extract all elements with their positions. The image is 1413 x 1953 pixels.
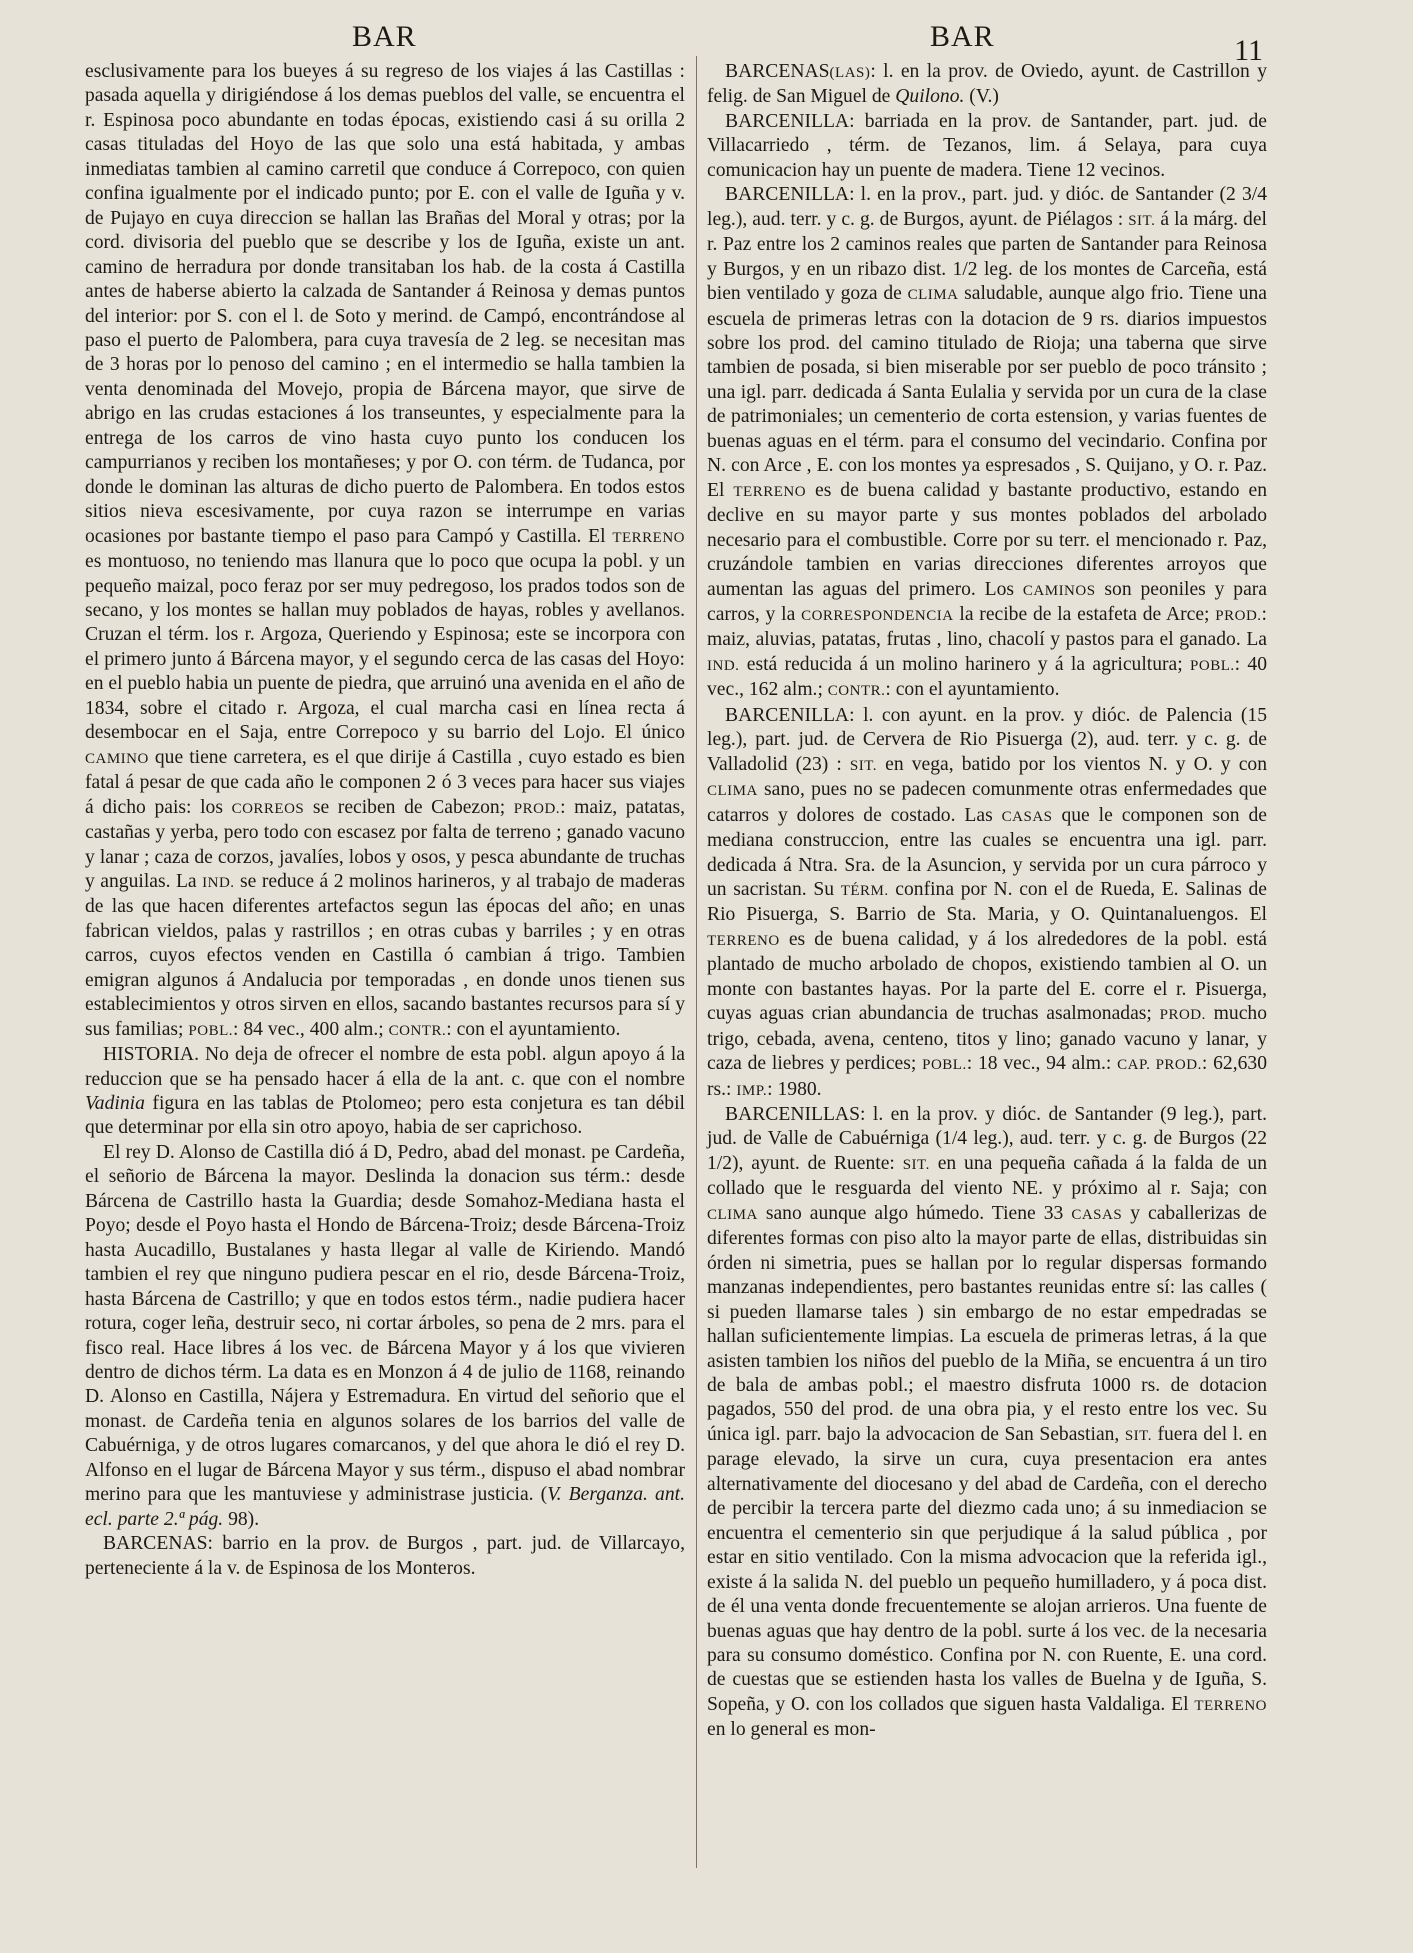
running-head-right: BAR	[930, 20, 995, 53]
column-divider	[696, 56, 697, 1868]
left-column	[85, 60, 685, 1581]
paragraph-historia: HISTORIA. No deja de ofrecer el nombre de esta pobl. algun apoyo á la reduccion que se ha pensado hacer á ella de la ant. c. que con el nombre Vadinia figura en las tablas de Ptolomeo; pero esta conjetura es tan débil que determinar por ella sin otro apoyo, habia de ser caprichoso.	[85, 1044, 685, 1139]
keyword-camino: CAMINO	[85, 750, 149, 767]
entry-barcenilla-palencia: BARCENILLA: l. con ayunt. en la prov. y dióc. de Palencia (15 leg.), part. jud. de Cervera de Rio Pisuerga (2), aud. terr. y c. g. de Valladolid (23) : SIT. en vega, batido por los vientos N. y O. y con CLIMA sano, pues no se padecen comunmente otras enfermedades que catarros y dolores de costado. Las CASAS que le componen son de mediana construccion, entre las cuales se encuentra una igl. parr. dedicada á Ntra. Sra. de la Asuncion, y servida por un cura párroco y un sacristan. Su TÉRM. confina por N. con el de Rueda, E. Salinas de Rio Pisuerga, S. Barrio de Sta. Maria, y O. Quintanaluengos. El TERRENO es de buena calidad, y á los alrededores de la pobl. está plantado de mucho arbolado de chopos, existiendo tambien al O. un monte con bastantes hayas. Por la parte del E. corre el r. Pisuerga, cuyas aguas crian abundancia de truchas asalmonadas; PROD. mucho trigo, cebada, avena, centeno, titos y lino; ganado vacuno y lanar, y caza de liebres y perdices; POBL.: 18 vec., 94 alm.: CAP. PROD.: 62,630 rs.: IMP.: 1980.	[707, 704, 1267, 1100]
entry-barcenilla-barriada: BARCENILLA: barriada en la prov. de Santander, part. jud. de Villacarriedo , térm. de Tezanos, lim. á Selaya, para cuya comunicacion hay un puente de madera. Tiene 12 vecinos.	[707, 110, 1267, 181]
keyword-correos: CORREOS	[231, 800, 305, 817]
paragraph-continuation: esclusivamente para los bueyes á su regreso de los viajes á las Castillas : pasada aquella y dirigiéndose á los demas pueblos del valle, se encuentra el r. Espinosa poco abundante en todas épocas, existiendo casi á su orilla 2 casas tituladas del Hoyo de las que solo una está habitada, y ambas inmediatas tambien al camino carretil que conduce á Correpoco, con quien confina igualmente por el indicado punto; por E. con el valle de Iguña y v. de Pujayo en cuya direccion se hallan las Brañas del Moral y otras; por la cord. divisoria del pueblo que se describe y los de Iguña, existe un ant. camino de herradura por donde transitaban los hab. de la costa á Castilla antes de haberse abierto la calzada de Santander á Reinosa y demas puntos del interior: por S. con el l. de Soto y merind. de Campó, encontrándose al paso el puerto de Palombera, para cuya travesía de 2 leg. se necesitan mas de 3 horas por lo penoso del camino ; en el intermedio se halla tambien la venta denominada del Movejo, propia de Bárcena mayor, que sirve de abrigo en las crudas estaciones á los transeuntes, y especialmente para la entrega de los carros de vino hasta cuyo punto los conducen los campurrianos y reciben los montañeses; y por O. con térm. de Tudanca, por donde le dominan las alturas de dicho puerto de Palombera. En todos estos sitios nieva escesivamente, por cuya razon se interrumpe en varias ocasiones por bastante tiempo el paso para Campó y Castilla. El TERRENO es montuoso, no teniendo mas llanura que lo poco que ocupa la pobl. y un pequeño maizal, poco feraz por ser muy pedregoso, los prados todos son de secano, y los montes se hallan muy poblados de hayas, robles y avellanos. Cruzan el térm. los r. Argoza, Queriendo y Espinosa; este se incorpora con el primero junto á Bárcena mayor, y el segundo cerca de las casas del Hoyo: en el pueblo habia un puente de piedra, que arruinó una avenida en el año de 1834, sobre el citado r. Argoza, el cual marcha casi en línea recta á desembocar en el Saja, entre Correpoco y su barrio del Lojo. El único CAMINO que tiene carretera, es el que dirije á Castilla , cuyo estado es bien fatal á pesar de que cada año le componen 2 ó 3 veces para hacer sus viajes á dicho pais: los CORREOS se reciben de Cabezon; PROD.: maiz, patatas, castañas y yerba, pero todo con escasez por falta de terreno ; ganado vacuno y lanar ; caza de corzos, javalíes, lobos y osos, y pesca abundante de truchas y anguilas. La IND. se reduce á 2 molinos harineros, y al trabajo de maderas de las que hacen diferentes artefactos segun las épocas del año; en unas fabrican vieldos, palas y rastrillos ; en otras cubas y barriles ; y en otras carros, cuyos efectos venden en Castilla ó cambian á trigo. Tambien emigran algunos á Andalucia por temporadas , en donde unos tienen sus establecimientos y otros sirven en ellos, sacando bastantes recursos para sí y sus familias; POBL.: 84 vec., 400 alm.; CONTR.: con el ayuntamiento.	[85, 61, 686, 1040]
keyword-historia: HISTORIA.	[103, 1044, 199, 1066]
entry-barcenilla-santander: BARCENILLA: l. en la prov., part. jud. y dióc. de Santander (2 3/4 leg.), aud. terr. y c. g. de Burgos, ayunt. de Piélagos : SIT. á la márg. del r. Paz entre los 2 caminos reales que parten de Santander para Reinosa y Burgos, y en un ribazo dist. 1/2 leg. de los montes de Carceña, está bien ventilado y goza de CLIMA saludable, aunque algo frio. Tiene una escuela de primeras letras con la dotacion de 9 rs. diarios impuestos sobre los prod. del camino titulado de Rioja; una taberna que sirve tambien de posada, si bien miserable por ser pueblo de poco tránsito ; una igl. parr. dedicada á Santa Eulalia y servida por un cura de la clase de patrimoniales; un cementerio de corta estension, y varias fuentes de buenas aguas en el térm. para el consumo del vecindario. Confina por N. con Arce , E. con los montes ya espresados , S. Quijano, y O. r. Paz. El TERRENO es de buena calidad y bastante productivo, estando en declive en su mayor parte y sus montes poblados del arbolado necesario para el combustible. Corre por su terr. el mencionado r. Paz, cruzándole tambien en varias direcciones diferentes arroyos que aumentan las aguas del primero. Los CAMINOS son peoniles y para carros, y la CORRESPONDENCIA la recibe de la estafeta de Arce; PROD.: maiz, aluvias, patatas, frutas , lino, chacolí y pastos para el ganado. La IND. está reducida á un molino harinero y á la agricultura; POBL.: 40 vec., 162 alm.; CONTR.: con el ayuntamiento.	[707, 184, 1268, 701]
page-number: 11	[1234, 34, 1263, 67]
entry-headword: BARCENAS	[725, 61, 830, 82]
entry-headword: BARCENILLAS	[725, 1104, 860, 1126]
entry-barcenas-las: BARCENAS(LAS): l. en la prov. de Oviedo, ayunt. de Castrillon y felig. de San Miguel de Quilono. (V.)	[707, 61, 1267, 108]
keyword-pobl: POBL.	[188, 1022, 233, 1039]
running-head-left: BAR	[352, 20, 417, 53]
entry-headword: BARCENILLA	[725, 110, 850, 132]
entry-headword: BARCENILLA	[725, 184, 850, 206]
paragraph-donation: El rey D. Alonso de Castilla dió á D, Pedro, abad del monast. pe Cardeña, el señorio de Bárcena la mayor. Deslinda la donacion sus térm.: desde Bárcena de Castrillo hasta la Guardia; desde Somahoz-Mediana hasta el Poyo; desde el Poyo hasta el Hondo de Bárcena-Troiz; desde Bárcena-Troiz hasta Aucadillo, Bustalanes y hasta llegar al valle de Kiriendo. Mandó tambien el rey que ninguno pudiera pescar en el rio, desde Bárcena-Troiz, hasta Bárcena de Castrillo; y que en todos estos térm., nadie pudiera hacer rotura, coger leña, destruir seco, ni cortar árboles, so pena de 2 mrs. para el fisco real. Hace libres á los vec. de Bárcena Mayor y á los que vivieren dentro de dichos térm. La data es en Monzon á 4 de julio de 1168, reinando D. Alonso en Castilla, Nájera y Estremadura. En virtud del señorio que el monast. de Cardeña tenia en algunos solares de los barrios del valle de Cabuérniga, y de otros lugares comarcanos, y del que ahora le dió el rey D. Alfonso en el lugar de Bárcena Mayor y sus térm., dispuso el abad nombrar merino para que les mantuviese y administrase justicia. (V. Berganza. ant. ecl. parte 2.ª pág. 98).	[85, 1141, 685, 1530]
entry-headword: BARCENAS	[103, 1533, 208, 1555]
entry-barcenas-burgos: BARCENAS: barrio en la prov. de Burgos , part. jud. de Villarcayo, perteneciente á la v. de Espinosa de los Monteros.	[85, 1533, 685, 1579]
keyword-terreno: TERRENO	[612, 529, 685, 546]
right-column	[707, 60, 1267, 1743]
keyword-prod: PROD.	[513, 800, 561, 817]
keyword-contr: CONTR.	[388, 1022, 447, 1039]
entry-headword: BARCENILLA	[725, 704, 850, 726]
entry-barcenillas: BARCENILLAS: l. en la prov. y dióc. de Santander (9 leg.), part. jud. de Valle de Cabuérniga (1/4 leg.), aud. terr. y c. g. de Burgos (22 1/2), ayunt. de Ruente: SIT. en una pequeña cañada á la falda de un collado que le resguarda del viento NE. y próximo al r. Saja; con CLIMA sano aunque algo húmedo. Tiene 33 CASAS y caballerizas de diferentes formas con piso alto la mayor parte de ellas, distribuidas sin órden ni simetria, pues se hallan por lo regular dispersas formando manzanas independientes, pero bastantes reunidas entre sí: las calles ( si pueden llamarse tales ) sin embargo de no estar empedradas se hallan suficientemente limpias. La escuela de primeras letras, á la que asisten tambien los niños del pueblo de la Miña, se encuentra á un tiro de bala de ambas pobl.; el maestro disfruta 1000 rs. de dotacion pagados, 550 del prod. de una obra pia, y el resto entre los vec. Su única igl. parr. bajo la advocacion de San Sebastian, SIT. fuera del l. en parage elevado, la sirve un cura, cuya presentacion era antes alternativamente del diocesano y del abad de Cardeña, con el derecho de percibir la tercera parte del diezmo cada uno; á su inmediacion se encuentra el cementerio sin que perjudique á la salud pública , por estar en sitio ventilado. Con la misma advocacion que la referida igl., existe á la salida N. del pueblo un pequeño humilladero, y á poca dist. de él una venta donde frecuentemente se alojan arrieros. Una fuente de buenas aguas que hay dentro de la pobl. surte á los vec. de la necesaria para su consumo doméstico. Confina por N. con Ruente, E. una cord. de cuestas que se estienden hasta los valles de Buelna y de Iguña, S. Sopeña, y O. con los collados que siguen hasta Valdaliga. El TERRENO en lo general es mon-	[707, 1104, 1267, 1741]
keyword-ind: IND.	[202, 874, 235, 891]
